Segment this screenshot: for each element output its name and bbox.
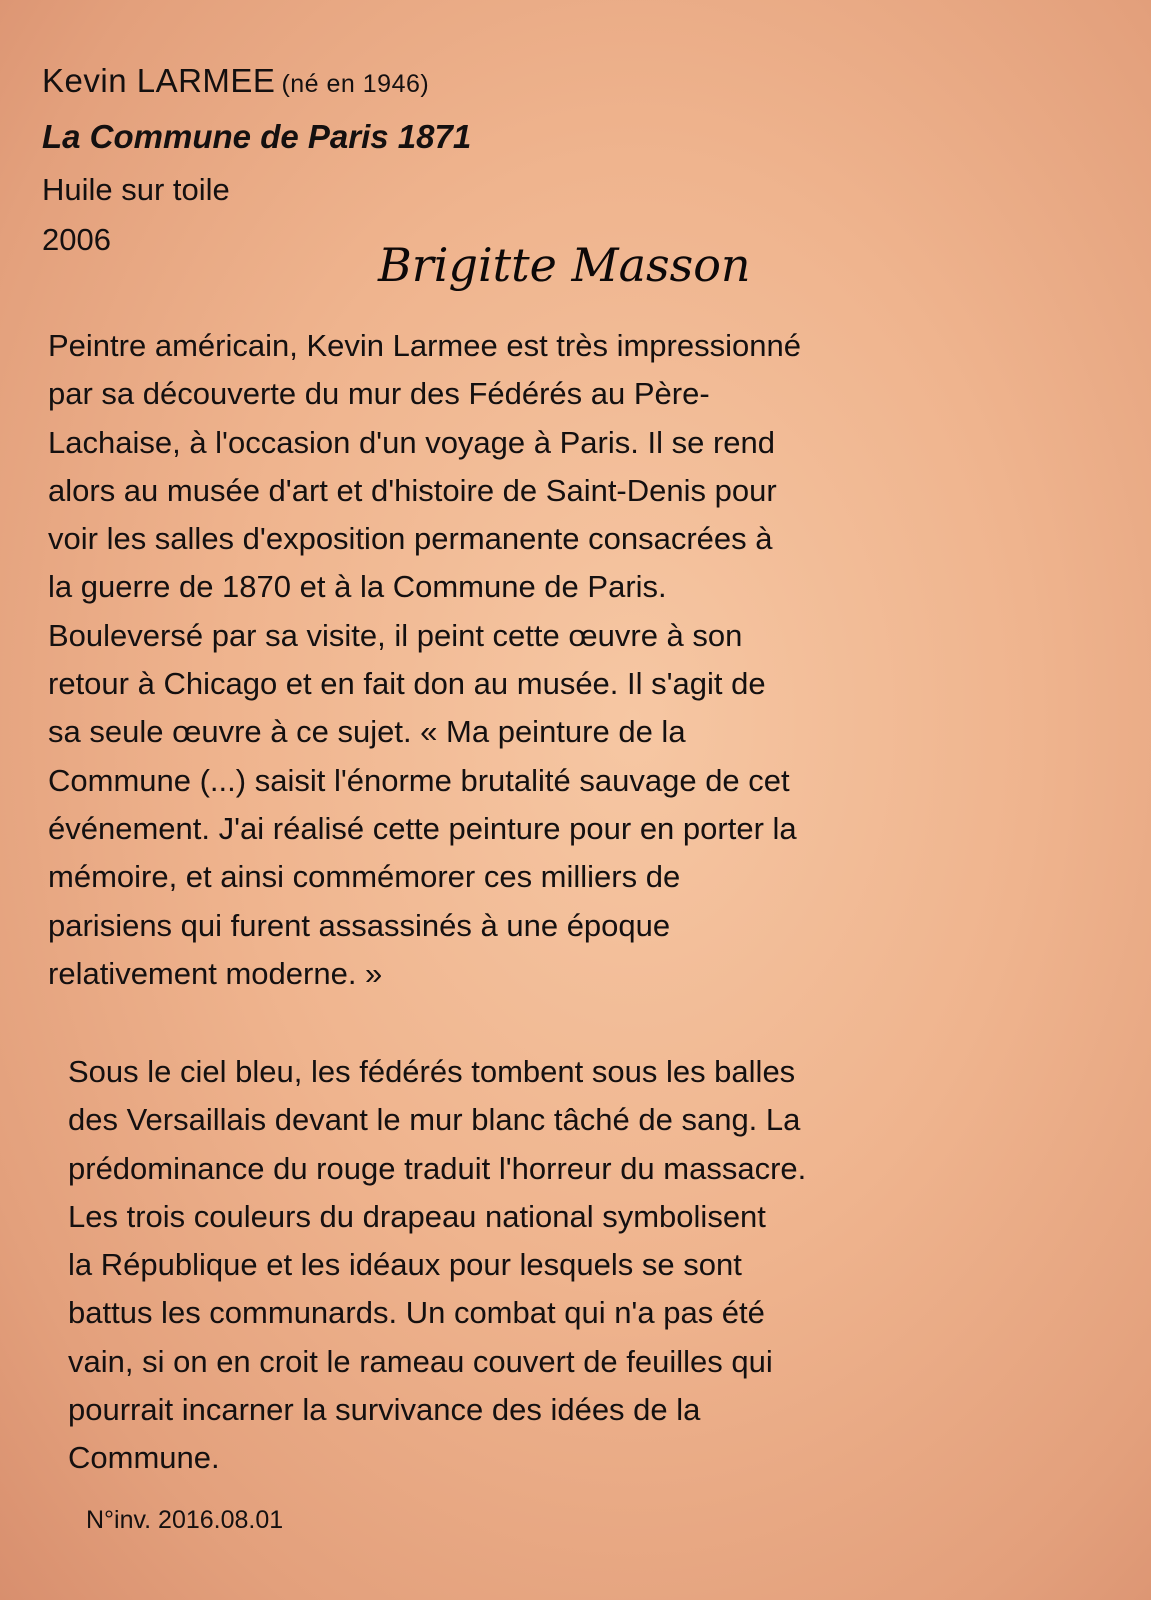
text-line: retour à Chicago et en fait don au musée. Il s'agit de (48, 666, 766, 702)
artist-name: Kevin LARMEE (42, 62, 276, 99)
text-line: mémoire, et ainsi commémorer ces milliers de (48, 859, 681, 895)
text-line: pourrait incarner la survivance des idées de la (68, 1392, 701, 1428)
artist-line (42, 62, 429, 100)
description-paragraph-1 (48, 322, 1128, 998)
text-line: sa seule œuvre à ce sujet. « Ma peinture de la (48, 714, 686, 750)
text-line: la République et les idéaux pour lesquels se sont (68, 1247, 742, 1283)
artwork-title: La Commune de Paris 1871 (42, 118, 472, 155)
inventory-number: N°inv. 2016.08.01 (86, 1506, 284, 1534)
text-line: Bouleversé par sa visite, il peint cette œuvre à son (48, 617, 743, 653)
text-line: Commune. (68, 1440, 220, 1476)
description-paragraph-2 (68, 1048, 1148, 1483)
text-line: parisiens qui furent assassinés à une époque (48, 907, 671, 943)
artist-birth: (né en 1946) (281, 70, 430, 98)
text-line: par sa découverte du mur des Fédérés au Père- (48, 376, 710, 412)
text-line: Sous le ciel bleu, les fédérés tombent sous les balles (68, 1054, 796, 1089)
text-line: relativement moderne. » (48, 955, 383, 991)
text-line: vain, si on en croit le rameau couvert de feuilles qui (68, 1343, 773, 1379)
text-line: voir les salles d'exposition permanente consacrées à (48, 521, 773, 557)
text-line: Lachaise, à l'occasion d'un voyage à Paris. Il se rend (48, 424, 775, 460)
text-line: Les trois couleurs du drapeau national symbolisent (68, 1198, 766, 1234)
text-line: Peintre américain, Kevin Larmee est très impressionné (48, 328, 801, 363)
text-line: Commune (...) saisit l'énorme brutalité sauvage de cet (48, 762, 790, 798)
text-line: battus les communards. Un combat qui n'a pas été (68, 1295, 765, 1331)
text-line: la guerre de 1870 et à la Commune de Paris. (48, 569, 667, 605)
text-line: alors au musée d'art et d'histoire de Saint-Denis pour (48, 472, 777, 508)
artwork-medium: Huile sur toile (42, 172, 230, 207)
text-line: événement. J'ai réalisé cette peinture pour en porter la (48, 810, 797, 846)
photographer-signature: Brigitte Masson (378, 238, 751, 292)
artwork-year: 2006 (42, 222, 111, 257)
text-line: prédominance du rouge traduit l'horreur du massacre. (68, 1150, 807, 1186)
text-line: des Versaillais devant le mur blanc tâché de sang. La (68, 1102, 801, 1138)
